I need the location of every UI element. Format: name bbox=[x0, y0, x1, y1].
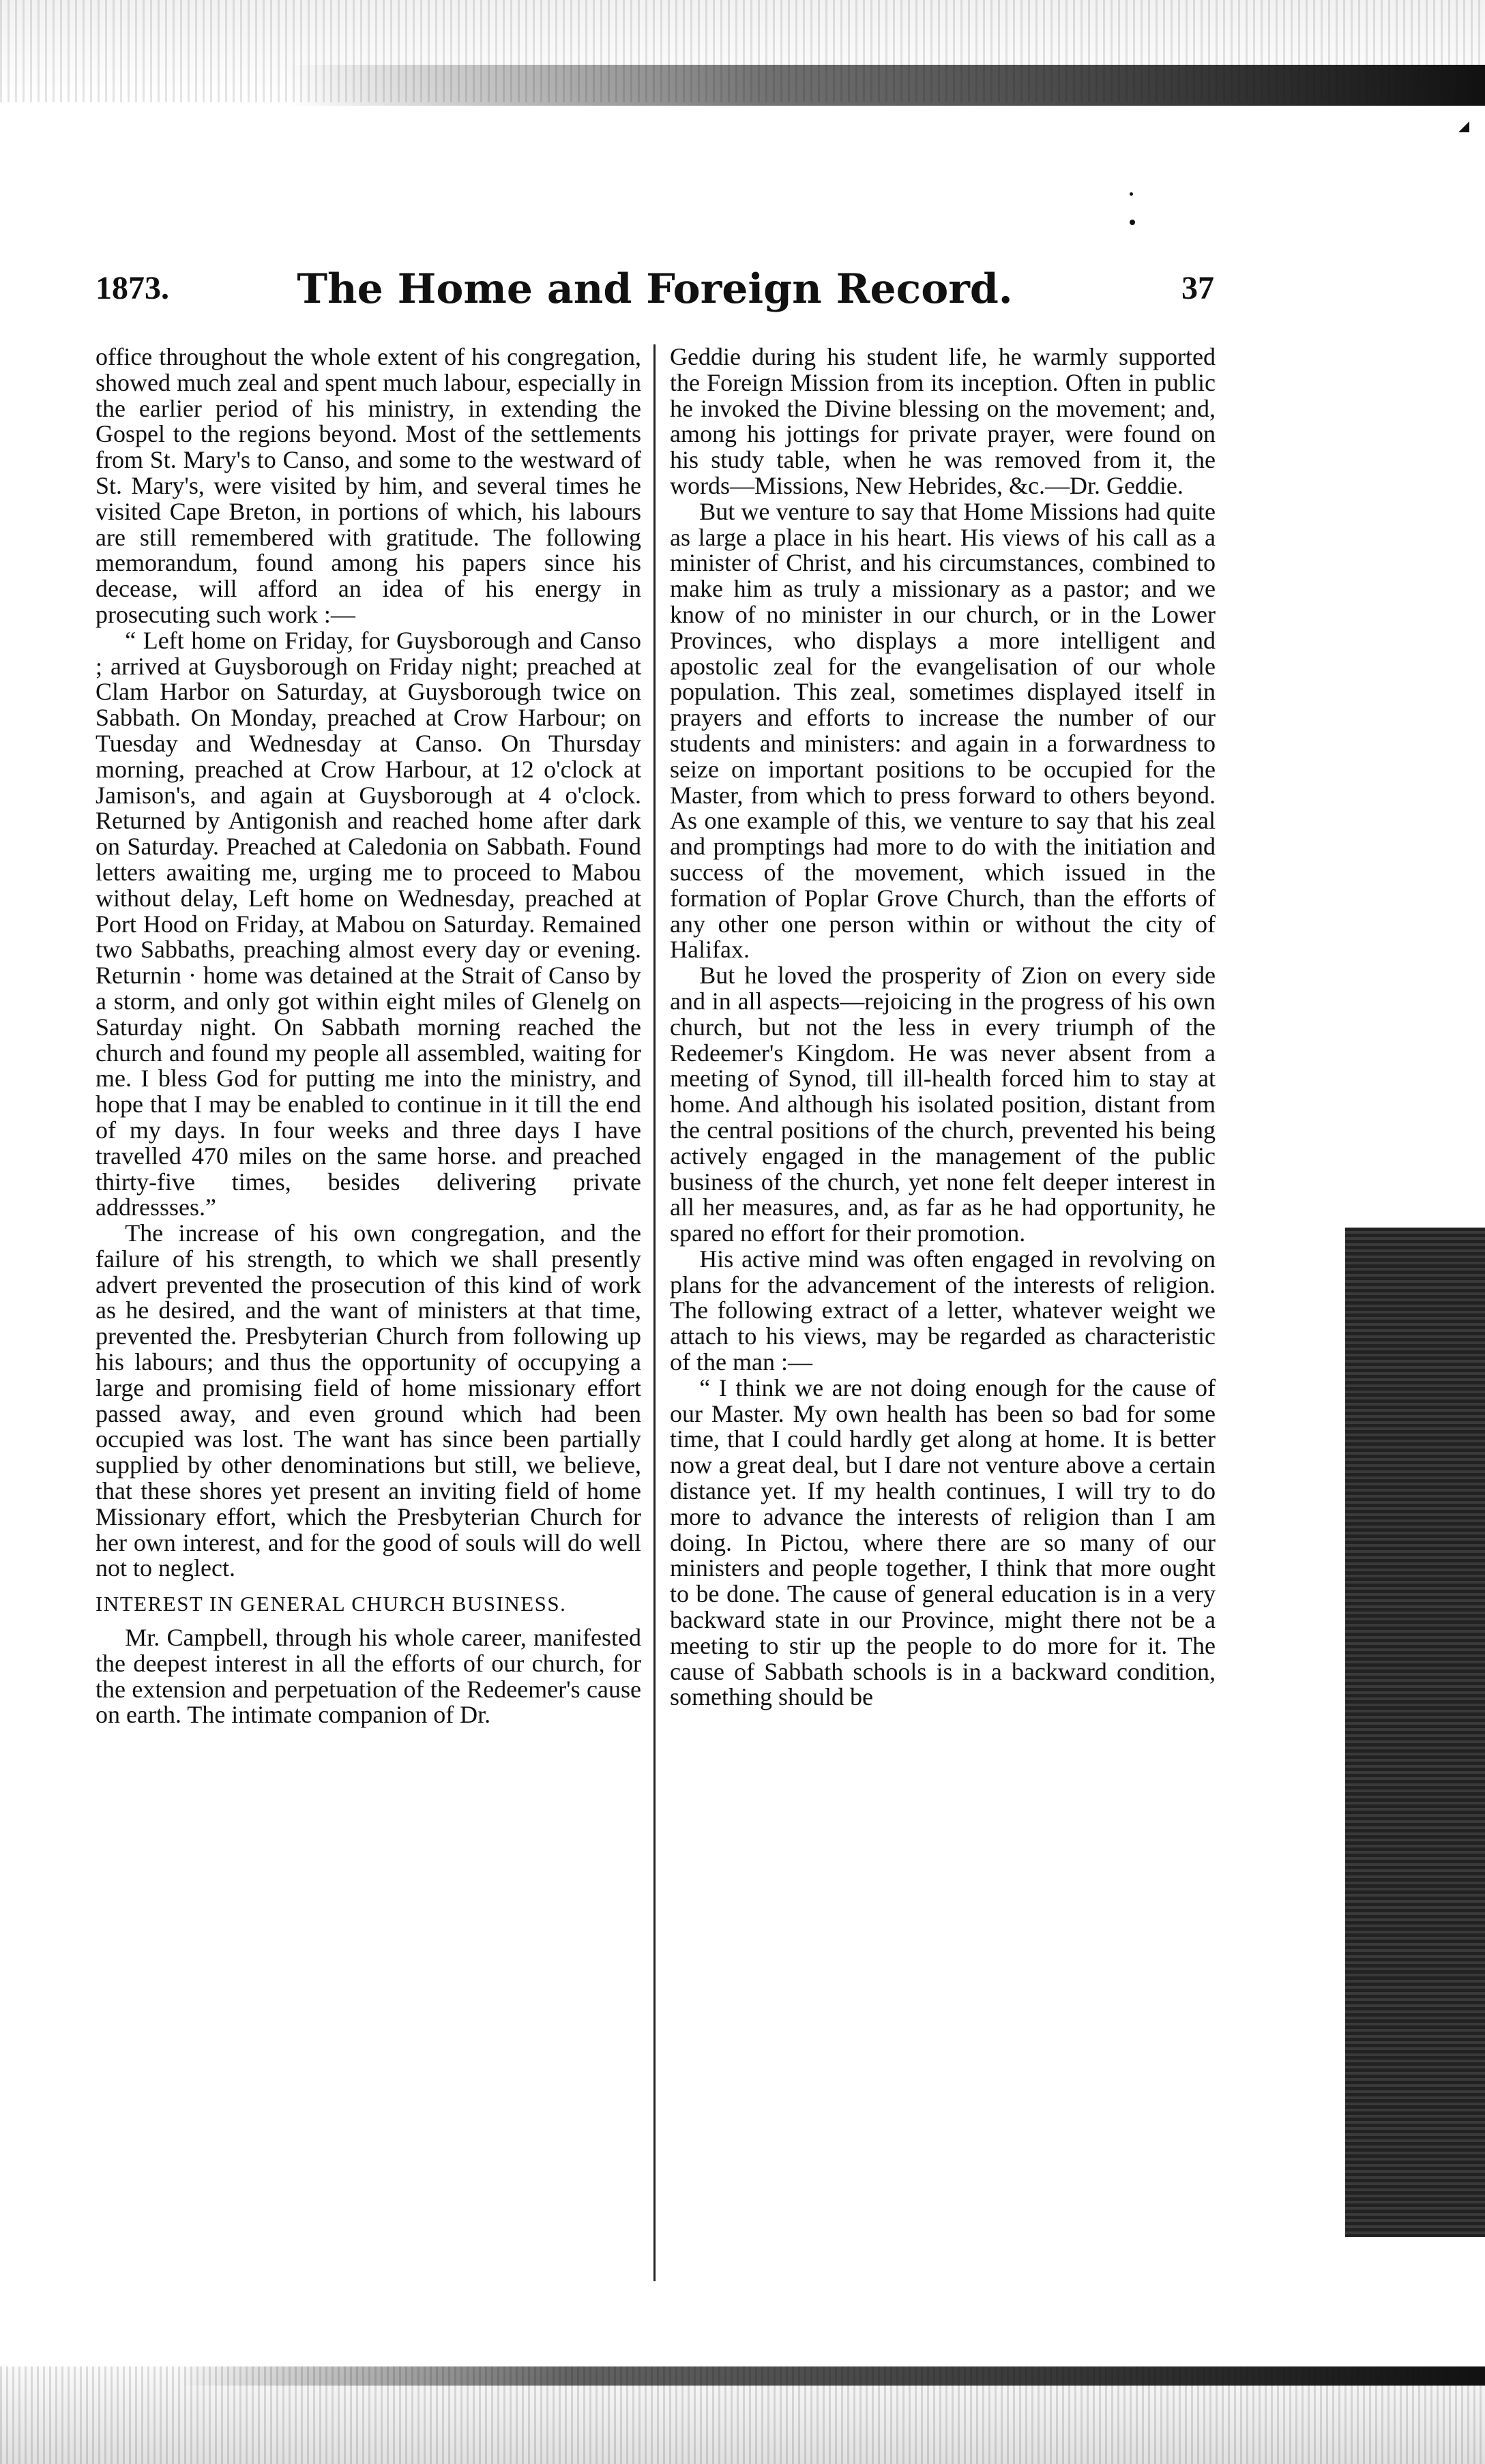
scan-speck bbox=[1130, 192, 1133, 196]
quoted-letter: “ I think we are not doing enough for the cause of our Master. My own health has been so bad for some time, that I could hardly get along at home. It is better now a great deal, but I dare not venture above a certain distance yet. If my health continues, I will try to do more to advance the interests of religion than I am doing. In Pictou, where there are so many of our ministers and people together, I think that more ought to be done. The cause of general education is in a very backward state in our Province, might there not be a meeting to stir up the people to do more for it. The cause of Sabbath schools is in a backward condition, something should be bbox=[670, 1374, 1216, 1711]
scan-corner-mark bbox=[1458, 121, 1469, 132]
paragraph: Geddie during his student life, he warmly supported the Foreign Mission from its inception. Often in public he invoked the Divine blessing on the movement; and, among his jottings for private prayer, were found on his study table, when he was removed from it, the words—Missions, New Hebrides, &c.—Dr. Geddie. bbox=[670, 343, 1216, 499]
header-year: 1873. bbox=[95, 270, 169, 306]
page-number: 37 bbox=[1181, 270, 1214, 306]
paragraph: Mr. Campbell, through his whole career, manifested the deepest interest in all the efforts of our church, for the extension and perpetuation of the Redeemer's cause on earth. The intimate companion of Dr. bbox=[95, 1624, 641, 1729]
left-column bbox=[95, 344, 641, 1728]
paragraph: His active mind was often engaged in revolving on plans for the advancement of the interests of religion. The following extract of a letter, whatever weight we attach to his views, may be regarded as characteristic of the man :— bbox=[670, 1245, 1216, 1376]
scan-bar-top bbox=[286, 65, 1485, 106]
scan-speck bbox=[1130, 220, 1135, 225]
scan-bar-bottom bbox=[177, 2366, 1485, 2386]
paragraph: But we venture to say that Home Missions had quite as large a place in his heart. His views of his call as a minister of Christ, and his circumstances, combined to make him as truly a missionary as a pastor; and we know of no minister in our church, or in the Lower Provinces, who displays a more intelligent and apostolic zeal for the evangelisation of our whole population. This zeal, sometimes displayed itself in prayers and efforts to increase the number of our students and ministers: and again in a forwardness to seize on important positions to be occupied for the Master, from which to press forward to others beyond. As one example of this, we venture to say that his zeal and promptings had more to do with the initiation and success of the movement, which issued in the formation of Poplar Grove Church, than the efforts of any other one person within or without the city of Halifax. bbox=[670, 497, 1216, 964]
running-header bbox=[95, 265, 1214, 324]
paragraph: But he loved the prosperity of Zion on every side and in all aspects—rejoicing in the progress of his own church, but not the less in every triumph of the Redeemer's Kingdom. He was never absent from a meeting of Synod, till ill-health forced him to stay at home. And although his isolated position, distant from the central positions of the church, prevented his being actively engaged in the management of the public business of the church, yet none felt deeper interest in all her measures, and, as far as he had opportunity, he spared no effort for their promotion. bbox=[670, 962, 1216, 1247]
right-column bbox=[670, 344, 1216, 1710]
journal-title: The Home and Foreign Record. bbox=[297, 265, 1013, 313]
column-rule bbox=[653, 344, 656, 2281]
paragraph: office throughout the whole extent of his congregation, showed much zeal and spent much labour, especially in the earlier period of his ministry, in extending the Gospel to the regions beyond. Most of the settlements from St. Mary's to Canso, and some to the westward of St. Mary's, were visited by him, and several times he visited Cape Breton, in portions of which, his labours are still remembered with gratitude. The following memorandum, found among his papers since his decease, will afford an idea of his energy in prosecuting such work :— bbox=[95, 343, 641, 628]
section-heading: INTEREST IN GENERAL CHURCH BUSINESS. bbox=[95, 1592, 567, 1616]
paragraph: The increase of his own congregation, and the failure of his strength, to which we shall presently advert prevented the prosecution of this kind of work as he desired, and the want of ministers at that time, prevented the. Presbyterian Church from following up his labours; and thus the opportunity of occupying a large and promising field of home missionary effort passed away, and even ground which had been occupied was lost. The want has since been partially supplied by other denominations but still, we believe, that these shores yet present an inviting field of home Missionary effort, which the Presbyterian Church for her own interest, and for the good of souls will do well not to neglect. bbox=[95, 1219, 641, 1582]
scan-dark-margin bbox=[1345, 1228, 1485, 2237]
quoted-memorandum: “ Left home on Friday, for Guysborough and Canso ; arrived at Guysborough on Friday night; preached at Clam Harbor on Saturday, at Guysborough twice on Sabbath. On Monday, preached at Crow Harbour; on Tuesday and Wednesday at Canso. On Thursday morning, preached at Crow Harbour, at 12 o'clock at Jamison's, and again at Guysborough at 4 o'clock. Returned by Antigonish and reached home after dark on Saturday. Preached at Caledonia on Sabbath. Found letters awaiting me, urging me to proceed to Mabou without delay, Left home on Wednesday, preached at Port Hood on Friday, at Mabou on Saturday. Remained two Sabbaths, preaching almost every day or evening. Returnin · home was detained at the Strait of Canso by a storm, and only got within eight miles of Glenelg on Saturday night. On Sabbath morning reached the church and found my people all assembled, waiting for me. I bless God for putting me into the ministry, and hope that I may be enabled to continue in it till the end of my days. In four weeks and three days I have travelled 470 miles on the same horse. and preached thirty-five times, besides delivering private addressses.” bbox=[95, 626, 641, 1221]
